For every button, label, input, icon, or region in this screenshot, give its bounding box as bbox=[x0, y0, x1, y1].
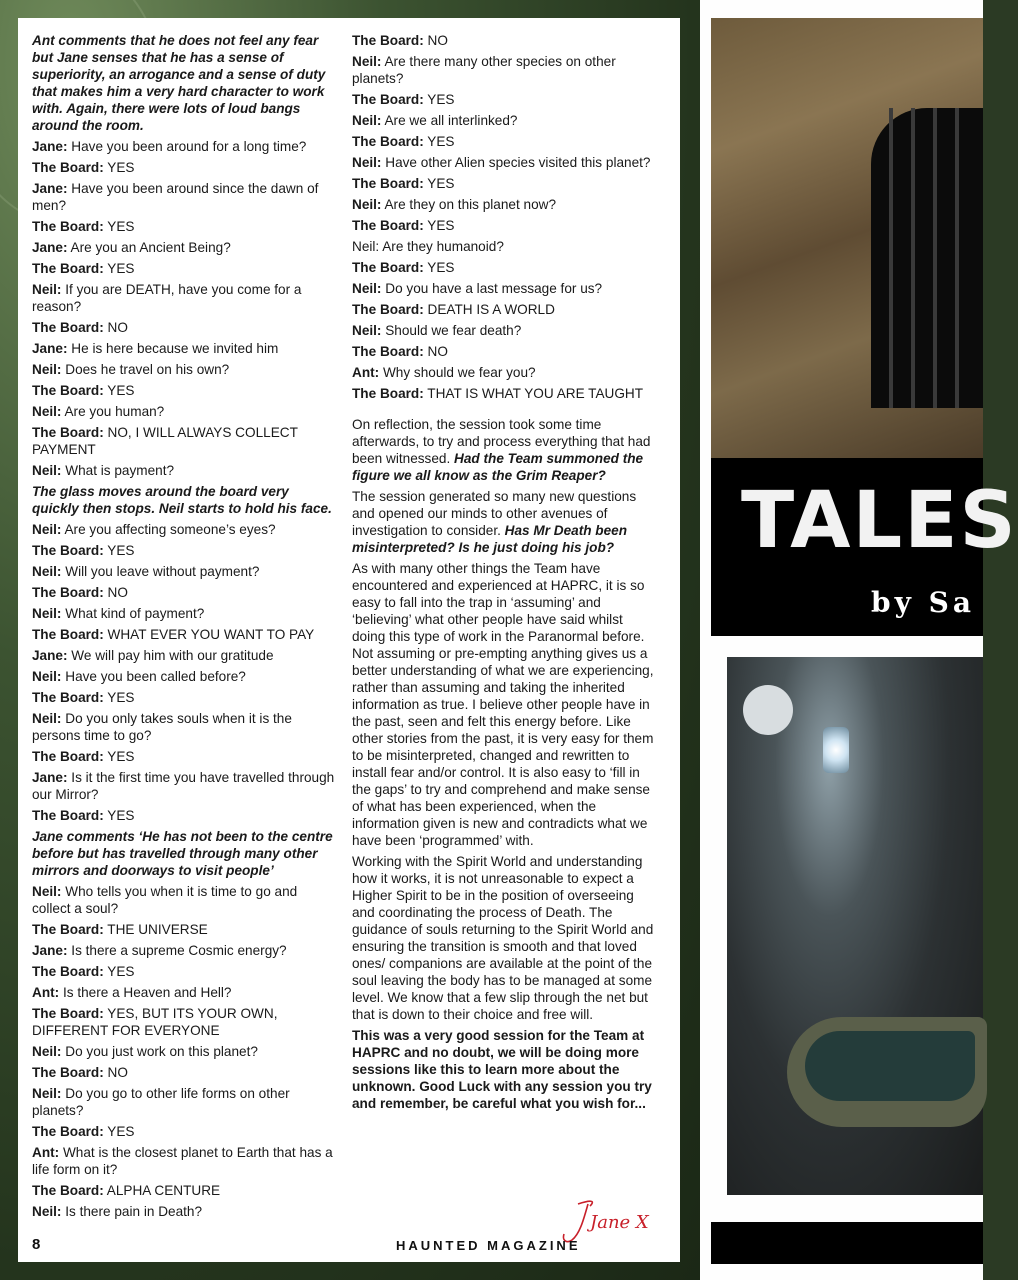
speaker-label: Jane: bbox=[32, 943, 68, 958]
dialog-line bbox=[32, 1144, 336, 1178]
dialog-text: YES bbox=[103, 808, 135, 823]
dialog-line bbox=[32, 647, 336, 664]
dialog-line bbox=[32, 138, 336, 155]
narration-note: Ant comments that he does not feel any fear but Jane senses that he has a sense of superiority, an arrogance and a sense of duty that makes him a very hard character to work with. Again, there were lots of loud bangs around the room. bbox=[32, 33, 326, 133]
dialog-text: YES bbox=[103, 160, 135, 175]
dialog-text: ALPHA CENTURE bbox=[103, 1183, 221, 1198]
dialog-line bbox=[32, 1203, 336, 1220]
dialog-line bbox=[32, 340, 336, 357]
title-banner bbox=[711, 458, 1018, 636]
dialog-line bbox=[32, 1043, 336, 1060]
speaker-label: The Board: bbox=[32, 425, 104, 440]
article-column-left bbox=[32, 32, 336, 1224]
dialog-line bbox=[32, 1005, 336, 1039]
questions-paragraph bbox=[352, 488, 654, 556]
speaker-label: Jane: bbox=[32, 648, 68, 663]
speaker-label: The Board: bbox=[32, 1065, 104, 1080]
dialog-line bbox=[32, 942, 336, 959]
questions-italic: Has Mr Death been misinterpreted? Is he just doing his job? bbox=[352, 523, 628, 555]
dialog-text: Is it the first time you have travelled through our Mirror? bbox=[32, 770, 335, 802]
dialog-text: Do you just work on this planet? bbox=[61, 1044, 258, 1059]
speaker-label: Neil: bbox=[32, 564, 62, 579]
dialog-text: NO bbox=[103, 585, 128, 600]
dialog-text: YES bbox=[423, 260, 455, 275]
dialog-text: Who tells you when it is time to go and collect a soul? bbox=[32, 884, 298, 916]
speaker-label: The Board: bbox=[32, 160, 104, 175]
dialog-text: YES bbox=[423, 92, 455, 107]
wall-light bbox=[743, 685, 793, 735]
speaker-label: Jane: bbox=[32, 240, 68, 255]
dialog-text: THE UNIVERSE bbox=[103, 922, 208, 937]
speaker-label: Ant: bbox=[32, 985, 60, 1000]
speaker-label: Neil: bbox=[32, 1204, 62, 1219]
dialog-text: WHAT EVER YOU WANT TO PAY bbox=[103, 627, 315, 642]
page-number: 8 bbox=[32, 1236, 41, 1253]
dialog-text: He is here because we invited him bbox=[67, 341, 279, 356]
black-strip bbox=[711, 1222, 983, 1264]
reflection-text: On reflection, the session took some time afterwards, to try and process everything that had been witnessed. bbox=[352, 417, 651, 466]
speaker-label: Neil: bbox=[352, 323, 382, 338]
speaker-label: The Board: bbox=[32, 922, 104, 937]
speaker-label: Neil: bbox=[352, 197, 382, 212]
dialog-text: NO bbox=[103, 320, 128, 335]
speaker-label: The Board: bbox=[352, 176, 424, 191]
byline: by Sa bbox=[871, 586, 975, 619]
dialog-text: Are we all interlinked? bbox=[381, 113, 518, 128]
dialog-line bbox=[32, 689, 336, 706]
speaker-label: The Board: bbox=[32, 964, 104, 979]
dialog-line bbox=[352, 385, 654, 402]
dialog-text: Are you an Ancient Being? bbox=[67, 240, 231, 255]
dialog-text: YES, BUT ITS YOUR OWN, DIFFERENT FOR EVERYONE bbox=[32, 1006, 278, 1038]
speaker-label: The Board: bbox=[32, 749, 104, 764]
dialog-text: Have you been called before? bbox=[61, 669, 246, 684]
dialog-line bbox=[32, 584, 336, 601]
dialog-text: NO bbox=[103, 1065, 128, 1080]
dialog-text: NO bbox=[423, 344, 448, 359]
speaker-label: The Board: bbox=[352, 386, 424, 401]
article-column-right bbox=[352, 32, 654, 1116]
speaker-label: The Board: bbox=[32, 1006, 104, 1021]
dialog-text: What kind of payment? bbox=[61, 606, 205, 621]
dialog-text: YES bbox=[423, 134, 455, 149]
speaker-label: The Board: bbox=[352, 302, 424, 317]
dialog-text: NO bbox=[423, 33, 448, 48]
speaker-label: The Board: bbox=[32, 320, 104, 335]
speaker-label: The Board: bbox=[352, 33, 424, 48]
speaker-label: Ant: bbox=[32, 1145, 60, 1160]
speaker-label: Jane: bbox=[32, 139, 68, 154]
dialog-line bbox=[32, 748, 336, 765]
speaker-label: The Board: bbox=[32, 383, 104, 398]
dialog-line bbox=[32, 180, 336, 214]
dialog-text: Do you go to other life forms on other planets? bbox=[32, 1086, 290, 1118]
speaker-label: Neil: bbox=[32, 606, 62, 621]
dialog-line bbox=[352, 301, 654, 318]
dialog-line bbox=[32, 281, 336, 315]
dialog-text: YES bbox=[103, 543, 135, 558]
dialog-line bbox=[352, 32, 654, 49]
reflection-question: Had the Team summoned the figure we all know as the Grim Reaper? bbox=[352, 451, 644, 483]
speaker-label: The Board: bbox=[32, 585, 104, 600]
dialog-text: What is payment? bbox=[61, 463, 175, 478]
dialog-line bbox=[32, 668, 336, 685]
dialog-line bbox=[32, 1182, 336, 1199]
speaker-label: The Board: bbox=[32, 627, 104, 642]
barred-window bbox=[871, 108, 983, 408]
dialog-line bbox=[352, 175, 654, 192]
dialog-text: Is there a supreme Cosmic energy? bbox=[67, 943, 287, 958]
dialog-line bbox=[352, 343, 654, 360]
magazine-name: HAUNTED MAGAZINE bbox=[396, 1238, 581, 1253]
dialog-text: Is there a Heaven and Hell? bbox=[59, 985, 232, 1000]
speaker-label: The Board: bbox=[32, 543, 104, 558]
lantern bbox=[823, 727, 849, 773]
dialog-line bbox=[352, 322, 654, 339]
speaker-label: Jane: bbox=[32, 181, 68, 196]
dialog-text: Why should we fear you? bbox=[379, 365, 536, 380]
dialog-text: Have you been around for a long time? bbox=[67, 139, 307, 154]
dialog-line bbox=[32, 984, 336, 1001]
dialog-line bbox=[32, 159, 336, 176]
narration-note: Jane comments ‘He has not been to the centre before but has travelled through many other mirrors and doorways to visit people’ bbox=[32, 829, 333, 878]
speaker-label: The Board: bbox=[32, 1183, 104, 1198]
speaker-label: The Board: bbox=[352, 344, 424, 359]
speaker-label: Neil: bbox=[352, 113, 382, 128]
dialog-line bbox=[32, 769, 336, 803]
questions-text: The session generated so many new questions and opened our minds to other avenues of investigation to consider. bbox=[352, 489, 637, 538]
dialog-line bbox=[32, 361, 336, 378]
stone-wall-photo bbox=[711, 18, 983, 458]
dialog-text: NO, I WILL ALWAYS COLLECT PAYMENT bbox=[32, 425, 298, 457]
speaker-label: The Board: bbox=[32, 1124, 104, 1139]
dialog-text: YES bbox=[103, 964, 135, 979]
dialog-line bbox=[32, 403, 336, 420]
dialog-line bbox=[32, 260, 336, 277]
dialog-line bbox=[352, 112, 654, 129]
speaker-label: The Board: bbox=[32, 261, 104, 276]
dialog-text: Is there pain in Death? bbox=[61, 1204, 203, 1219]
dialog-text: YES bbox=[423, 176, 455, 191]
assumptions-paragraph: As with many other things the Team have encountered and experienced at HAPRC, it is so easy to fall into the trap in ‘assuming’ and ‘believing’ what other people have said whilst doing this type of work in the Paranormal before. Not assuming or pre-empting anything gives us a better understanding of what we are experiencing, rather than assuming and taking the inherited information as true. I believe other people have in the past, seen and felt this energy before. Like other stories from the past, it is very easy for them to be misinterpreted, changed and rewritten to install fear and/or control. It is also easy to ‘fill in the gaps’ to try and comprehend and make sense of what has been experienced, when the information given is new and contradicts what we have been ‘programmed’ with. bbox=[352, 561, 654, 848]
dialog-text: Are you affecting someone’s eyes? bbox=[61, 522, 276, 537]
speaker-label: The Board: bbox=[352, 218, 424, 233]
dialog-line bbox=[32, 424, 336, 458]
dialog-line bbox=[32, 605, 336, 622]
dialog-line bbox=[32, 921, 336, 938]
dialog-line bbox=[352, 154, 654, 171]
article-page bbox=[18, 18, 680, 1262]
dialog-text: YES bbox=[103, 219, 135, 234]
dialog-line bbox=[352, 259, 654, 276]
dialog-line bbox=[32, 807, 336, 824]
speaker-label: The Board: bbox=[352, 92, 424, 107]
dialog-text: Have you been around since the dawn of men? bbox=[32, 181, 319, 213]
dialog-text: YES bbox=[103, 690, 135, 705]
speaker-label: The Board: bbox=[352, 260, 424, 275]
speaker-label: Ant: bbox=[352, 365, 380, 380]
dialog-line bbox=[32, 883, 336, 917]
dialog-text: If you are DEATH, have you come for a reason? bbox=[32, 282, 302, 314]
dialog-text: Are there many other species on other planets? bbox=[352, 54, 616, 86]
dialog-text: We will pay him with our gratitude bbox=[67, 648, 274, 663]
spirit-world-paragraph: Working with the Spirit World and understanding how it works, it is not unreasonable to expect a Higher Spirit to be in the position of overseeing and coordinating the process of Death. The guidance of souls returning to the Spirit World and ensuring the transition is smooth and that loved ones/ companions are available at the point of the soul leaving the body has to be managed at some level. We know that a few slip through the net but that is down to their choice and free will. bbox=[352, 854, 654, 1022]
speaker-label: Neil: bbox=[32, 362, 62, 377]
dialog-text: Will you leave without payment? bbox=[61, 564, 260, 579]
speaker-label: Neil: bbox=[32, 404, 62, 419]
speaker-label: The Board: bbox=[32, 808, 104, 823]
dialog-text: Should we fear death? bbox=[381, 323, 522, 338]
dialog-line bbox=[352, 280, 654, 297]
dialog-line bbox=[32, 239, 336, 256]
old-bathtub bbox=[787, 1017, 987, 1127]
dialog-line bbox=[352, 238, 654, 255]
dialog-line bbox=[32, 542, 336, 559]
dialog-line bbox=[32, 710, 336, 744]
reflection-paragraph bbox=[352, 416, 654, 484]
dialog-line bbox=[32, 218, 336, 235]
dialog-line bbox=[32, 1085, 336, 1119]
dialog-text: Neil: Are they humanoid? bbox=[352, 239, 504, 254]
speaker-label: Neil: bbox=[32, 463, 62, 478]
dialog-line bbox=[352, 53, 654, 87]
speaker-label: Neil: bbox=[32, 282, 62, 297]
dialog-text: Are you human? bbox=[61, 404, 165, 419]
dialog-text: DEATH IS A WORLD bbox=[423, 302, 555, 317]
speaker-label: Neil: bbox=[32, 1044, 62, 1059]
title-tales: TALES bbox=[741, 476, 1018, 566]
dialog-text: Do you have a last message for us? bbox=[381, 281, 603, 296]
dialog-text: Are they on this planet now? bbox=[381, 197, 557, 212]
dialog-line bbox=[32, 382, 336, 399]
speaker-label: Neil: bbox=[352, 155, 382, 170]
speaker-label: Neil: bbox=[32, 1086, 62, 1101]
dialog-text: THAT IS WHAT YOU ARE TAUGHT bbox=[423, 386, 644, 401]
narration-note: The glass moves around the board very quickly then stops. Neil starts to hold his face. bbox=[32, 484, 332, 516]
dialog-text: What is the closest planet to Earth that has a life form on it? bbox=[32, 1145, 333, 1177]
speaker-label: Neil: bbox=[352, 281, 382, 296]
dialog-line bbox=[32, 563, 336, 580]
speaker-label: Neil: bbox=[32, 884, 62, 899]
dialog-list-right bbox=[352, 32, 654, 402]
speaker-label: Jane: bbox=[32, 770, 68, 785]
speaker-label: Neil: bbox=[32, 711, 62, 726]
dialog-line bbox=[32, 462, 336, 479]
closing-paragraph: This was a very good session for the Team at HAPRC and no doubt, we will be doing more sessions like this to learn more about the unknown. Good Luck with any session you try and remember, be careful what you wish for... bbox=[352, 1028, 652, 1111]
speaker-label: Neil: bbox=[352, 54, 382, 69]
dialog-line bbox=[32, 963, 336, 980]
bathtub-room-photo bbox=[727, 657, 983, 1195]
speaker-label: Neil: bbox=[32, 522, 62, 537]
dialog-text: Does he travel on his own? bbox=[61, 362, 230, 377]
dialog-line bbox=[32, 1123, 336, 1140]
signature-text: Jane X bbox=[590, 1212, 649, 1233]
dialog-line bbox=[352, 196, 654, 213]
dialog-text: YES bbox=[103, 1124, 135, 1139]
dialog-line bbox=[352, 91, 654, 108]
dialog-line bbox=[32, 319, 336, 336]
dialog-text: Do you only takes souls when it is the persons time to go? bbox=[32, 711, 292, 743]
dialog-line bbox=[352, 217, 654, 234]
speaker-label: The Board: bbox=[32, 690, 104, 705]
speaker-label: The Board: bbox=[32, 219, 104, 234]
dialog-text: YES bbox=[423, 218, 455, 233]
dialog-line bbox=[32, 521, 336, 538]
speaker-label: Jane: bbox=[32, 341, 68, 356]
dialog-line bbox=[352, 133, 654, 150]
dialog-line bbox=[32, 626, 336, 643]
dialog-text: YES bbox=[103, 383, 135, 398]
dialog-text: Have other Alien species visited this planet? bbox=[381, 155, 651, 170]
dialog-text: YES bbox=[103, 261, 135, 276]
speaker-label: The Board: bbox=[352, 134, 424, 149]
dialog-text: YES bbox=[103, 749, 135, 764]
dialog-line bbox=[352, 364, 654, 381]
dialog-line bbox=[32, 1064, 336, 1081]
speaker-label: Neil: bbox=[32, 669, 62, 684]
